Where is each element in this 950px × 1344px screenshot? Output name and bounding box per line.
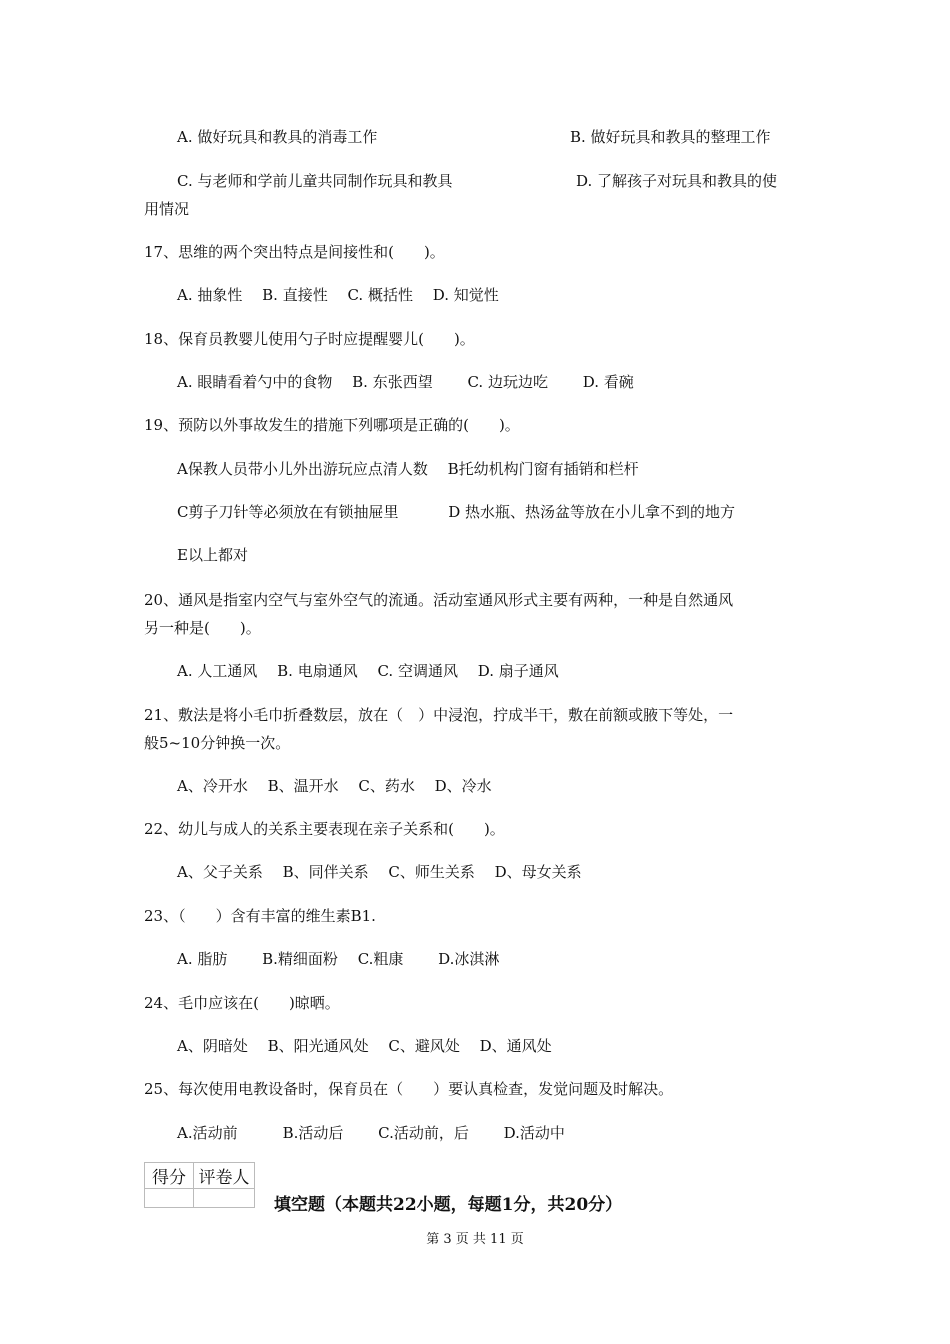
q19-options-cd: C剪子刀针等必须放在有锁抽屉里 D 热水瓶、热汤盆等放在小儿拿不到的地方	[177, 503, 736, 521]
q17-options: A. 抽象性 B. 直接性 C. 概括性 D. 知觉性	[177, 286, 499, 304]
q16-option-a: A. 做好玩具和教具的消毒工作	[177, 128, 378, 146]
section-title: 填空题（本题共22小题，每题1分，共20分）	[274, 1195, 623, 1215]
q21-stem-line1: 21、敷法是将小毛巾折叠数层，放在（ ）中浸泡，拧成半干，敷在前额或腋下等处，一	[144, 706, 734, 724]
q19-stem: 19、预防以外事故发生的措施下列哪项是正确的( )。	[144, 416, 520, 434]
q16-option-d-continued: 用情况	[144, 200, 190, 218]
q17-stem: 17、思维的两个突出特点是间接性和( )。	[144, 243, 445, 261]
q21-options: A、冷开水 B、温开水 C、药水 D、冷水	[177, 777, 492, 795]
q25-stem: 25、每次使用电教设备时，保育员在（ ）要认真检查，发觉问题及时解决。	[144, 1080, 674, 1098]
q20-stem-line1: 20、通风是指室内空气与室外空气的流通。活动室通风形式主要有两种，一种是自然通风	[144, 591, 734, 609]
score-label: 得分	[145, 1163, 194, 1189]
q20-stem-line2: 另一种是( )。	[144, 619, 261, 637]
q25-options: A.活动前 B.活动后 C.活动前，后 D.活动中	[177, 1124, 565, 1142]
q16-option-d: D. 了解孩子对玩具和教具的使	[576, 172, 778, 190]
q16-option-b: B. 做好玩具和教具的整理工作	[570, 128, 771, 146]
q24-options: A、阴暗处 B、阳光通风处 C、避风处 D、通风处	[177, 1037, 552, 1055]
q23-options: A. 脂肪 B.精细面粉 C.粗康 D.冰淇淋	[177, 950, 500, 968]
q18-stem: 18、保育员教婴儿使用勺子时应提醒婴儿( )。	[144, 330, 475, 348]
grader-label: 评卷人	[194, 1163, 255, 1189]
q22-options: A、父子关系 B、同伴关系 C、师生关系 D、母女关系	[177, 863, 582, 881]
q16-option-c: C. 与老师和学前儿童共同制作玩具和教具	[177, 172, 453, 190]
q22-stem: 22、幼儿与成人的关系主要表现在亲子关系和( )。	[144, 820, 505, 838]
q19-options-ab: A保教人员带小儿外出游玩应点清人数 B托幼机构门窗有插销和栏杆	[177, 460, 639, 478]
q20-options: A. 人工通风 B. 电扇通风 C. 空调通风 D. 扇子通风	[177, 662, 559, 680]
q21-stem-line2: 般5~10分钟换一次。	[144, 734, 291, 752]
score-cell[interactable]	[145, 1189, 194, 1208]
grader-cell[interactable]	[194, 1189, 255, 1208]
q18-options: A. 眼睛看着勺中的食物 B. 东张西望 C. 边玩边吃 D. 看碗	[177, 373, 634, 391]
score-box	[144, 1162, 255, 1208]
q23-stem: 23、（ ）含有丰富的维生素B1.	[144, 907, 376, 925]
page-footer: 第 3 页 共 11 页	[426, 1232, 524, 1247]
q24-stem: 24、毛巾应该在( )晾晒。	[144, 994, 340, 1012]
q19-option-e: E以上都对	[177, 546, 248, 564]
